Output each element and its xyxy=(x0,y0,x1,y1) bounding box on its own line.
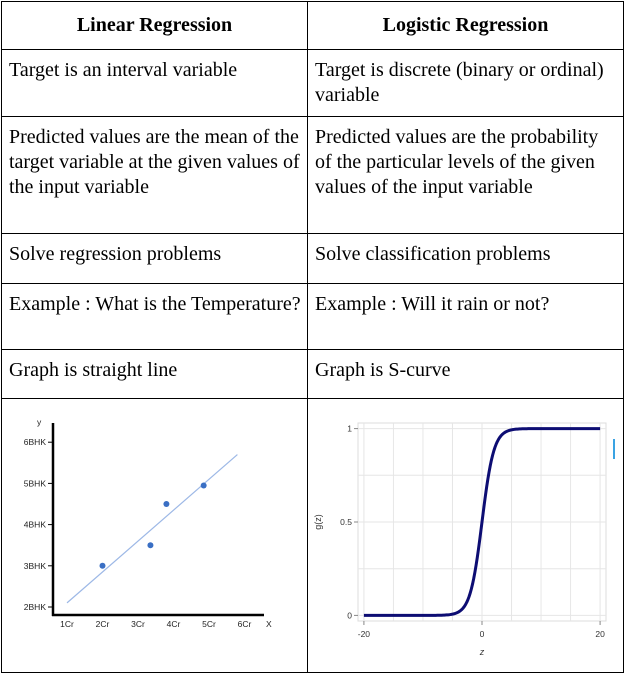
data-point xyxy=(163,501,169,507)
linear-regression-chart xyxy=(2,399,306,665)
y-tick-label: 6BHK xyxy=(23,437,46,448)
y-tick-label: 3BHK xyxy=(23,560,46,571)
x-tick-label: 3Cr xyxy=(131,619,145,629)
data-point xyxy=(147,542,153,548)
linear-graph-cell xyxy=(2,399,308,673)
cell-linear: Predicted values are the mean of the target variable at the given values of the input variable xyxy=(2,117,308,234)
header-row xyxy=(2,2,624,50)
table-row xyxy=(2,234,624,284)
graph-row xyxy=(2,399,624,673)
y-tick-label: 2BHK xyxy=(23,602,46,612)
x-axis-label: X xyxy=(266,619,272,629)
x-tick-label: 6Cr xyxy=(237,619,252,629)
logistic-graph-cell xyxy=(308,399,624,673)
x-tick-label: -20 xyxy=(357,629,371,639)
data-point xyxy=(201,482,207,488)
cell-linear: Target is an interval variable xyxy=(2,50,308,117)
cell-logistic: Graph is S-curve xyxy=(308,350,624,399)
y-axis-label: g(z) xyxy=(313,514,323,530)
cell-linear: Graph is straight line xyxy=(2,350,308,399)
sigmoid-chart xyxy=(308,399,622,665)
x-tick-label: 1Cr xyxy=(60,619,74,629)
table-row xyxy=(2,50,624,117)
x-tick-label: 4Cr xyxy=(166,619,181,629)
header-linear: Linear Regression xyxy=(2,2,308,50)
y-tick-label: 0 xyxy=(347,610,352,621)
x-tick-label: 20 xyxy=(595,629,605,639)
fit-line xyxy=(67,455,237,603)
header-logistic: Logistic Regression xyxy=(308,2,624,50)
table-row xyxy=(2,117,624,234)
y-tick-label: 4BHK xyxy=(23,519,46,530)
data-point xyxy=(100,563,106,569)
cell-linear: Solve regression problems xyxy=(2,234,308,284)
y-axis-label: y xyxy=(37,417,42,427)
table-row xyxy=(2,284,624,350)
table-row xyxy=(2,350,624,399)
cell-logistic: Target is discrete (binary or ordinal) variable xyxy=(308,50,624,117)
cell-logistic: Example : Will it rain or not? xyxy=(308,284,624,350)
cell-logistic: Predicted values are the probability of the particular levels of the given values of the input variable xyxy=(308,117,624,234)
x-axis-label: z xyxy=(479,647,485,657)
y-tick-label: 5BHK xyxy=(23,478,46,489)
y-tick-label: 1 xyxy=(347,423,352,434)
x-tick-label: 0 xyxy=(479,629,485,639)
comparison-table xyxy=(1,1,624,673)
cell-logistic: Solve classification problems xyxy=(308,234,624,284)
cell-linear: Example : What is the Temperature? xyxy=(2,284,308,350)
y-tick-label: 0.5 xyxy=(340,517,352,527)
x-tick-label: 5Cr xyxy=(202,619,216,629)
x-tick-label: 2Cr xyxy=(95,619,110,629)
